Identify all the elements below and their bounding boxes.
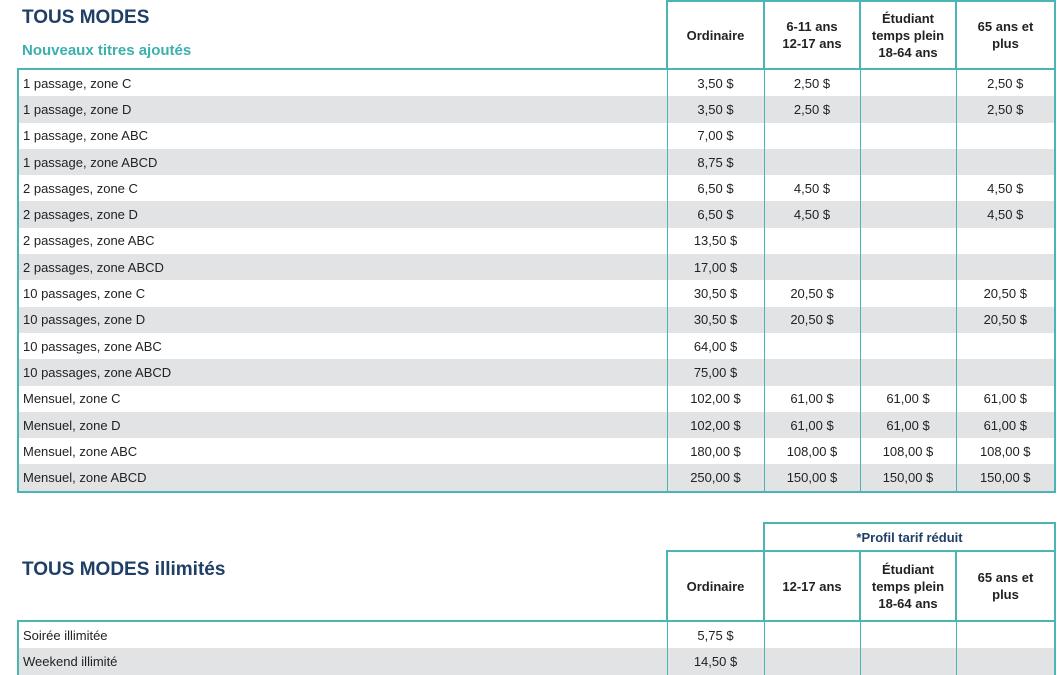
price-cell: 6,50 $ bbox=[667, 175, 764, 201]
price-cell bbox=[956, 149, 1055, 175]
price-cell bbox=[764, 149, 860, 175]
row-label: 1 passage, zone C bbox=[18, 69, 667, 96]
price-cell bbox=[860, 96, 956, 122]
table-row bbox=[18, 464, 1055, 491]
price-cell bbox=[860, 175, 956, 201]
price-cell bbox=[860, 201, 956, 227]
table-row bbox=[18, 254, 1055, 280]
price-cell bbox=[860, 648, 956, 674]
table-row bbox=[18, 123, 1055, 149]
table-subtitle: Nouveaux titres ajoutés bbox=[22, 42, 192, 59]
price-cell: 8,75 $ bbox=[667, 149, 764, 175]
price-cell bbox=[860, 280, 956, 306]
price-cell: 4,50 $ bbox=[764, 175, 860, 201]
price-cell: 7,00 $ bbox=[667, 123, 764, 149]
price-cell: 14,50 $ bbox=[667, 648, 764, 674]
price-cell: 3,50 $ bbox=[667, 96, 764, 122]
price-cell: 2,50 $ bbox=[956, 69, 1055, 96]
col-header: 12-17 ans bbox=[764, 551, 860, 621]
row-label: 2 passages, zone D bbox=[18, 201, 667, 227]
row-label: 2 passages, zone ABC bbox=[18, 228, 667, 254]
price-cell bbox=[860, 359, 956, 385]
col-header: Ordinaire bbox=[667, 551, 764, 621]
price-cell: 61,00 $ bbox=[956, 412, 1055, 438]
price-cell bbox=[956, 123, 1055, 149]
price-cell: 108,00 $ bbox=[764, 438, 860, 464]
row-label: 10 passages, zone C bbox=[18, 280, 667, 306]
table-row bbox=[18, 621, 1055, 648]
row-label: 1 passage, zone ABCD bbox=[18, 149, 667, 175]
table-title: TOUS MODES bbox=[22, 7, 150, 28]
price-cell bbox=[956, 648, 1055, 674]
price-cell: 2,50 $ bbox=[764, 69, 860, 96]
price-cell: 108,00 $ bbox=[860, 438, 956, 464]
price-cell: 102,00 $ bbox=[667, 412, 764, 438]
table-row bbox=[18, 228, 1055, 254]
col-header: 65 ans et plus bbox=[956, 1, 1055, 69]
row-label: 1 passage, zone ABC bbox=[18, 123, 667, 149]
price-cell bbox=[764, 333, 860, 359]
col-header: 65 ans et plus bbox=[956, 551, 1055, 621]
table-row bbox=[18, 149, 1055, 175]
price-cell: 150,00 $ bbox=[956, 464, 1055, 491]
row-label: 10 passages, zone ABC bbox=[18, 333, 667, 359]
table-row bbox=[18, 96, 1055, 122]
price-cell bbox=[764, 228, 860, 254]
table-row bbox=[18, 307, 1055, 333]
price-cell bbox=[956, 333, 1055, 359]
price-cell bbox=[860, 254, 956, 280]
table-title-cell bbox=[18, 551, 667, 621]
table-row bbox=[18, 175, 1055, 201]
table-title: TOUS MODES illimités bbox=[22, 559, 226, 580]
price-cell: 30,50 $ bbox=[667, 280, 764, 306]
price-cell: 102,00 $ bbox=[667, 386, 764, 412]
price-cell: 61,00 $ bbox=[860, 386, 956, 412]
price-cell bbox=[860, 621, 956, 648]
row-label: 1 passage, zone D bbox=[18, 96, 667, 122]
price-cell bbox=[764, 621, 860, 648]
profil-tarif-reduit-label: *Profil tarif réduit bbox=[764, 523, 1055, 551]
price-cell bbox=[860, 228, 956, 254]
table-row bbox=[18, 359, 1055, 385]
col-header: Étudiant temps plein 18-64 ans bbox=[860, 551, 956, 621]
table-row bbox=[18, 333, 1055, 359]
col-header: Ordinaire bbox=[667, 1, 764, 69]
price-cell bbox=[764, 254, 860, 280]
tous-modes-illimites-table bbox=[17, 522, 1056, 675]
price-cell: 17,00 $ bbox=[667, 254, 764, 280]
price-cell bbox=[764, 359, 860, 385]
price-cell: 13,50 $ bbox=[667, 228, 764, 254]
table-row bbox=[18, 412, 1055, 438]
table-row bbox=[18, 648, 1055, 674]
row-label: 2 passages, zone C bbox=[18, 175, 667, 201]
price-cell: 20,50 $ bbox=[956, 280, 1055, 306]
price-cell: 2,50 $ bbox=[956, 96, 1055, 122]
price-cell: 61,00 $ bbox=[860, 412, 956, 438]
table-title-cell bbox=[18, 1, 667, 69]
price-cell: 4,50 $ bbox=[956, 201, 1055, 227]
price-cell bbox=[956, 359, 1055, 385]
row-label: Mensuel, zone ABC bbox=[18, 438, 667, 464]
col-header: 6-11 ans 12-17 ans bbox=[764, 1, 860, 69]
price-cell: 4,50 $ bbox=[956, 175, 1055, 201]
price-cell: 5,75 $ bbox=[667, 621, 764, 648]
price-cell bbox=[860, 69, 956, 96]
price-cell: 20,50 $ bbox=[764, 280, 860, 306]
price-cell bbox=[764, 123, 860, 149]
col-header: Étudiant temps plein 18-64 ans bbox=[860, 1, 956, 69]
price-cell: 2,50 $ bbox=[764, 96, 860, 122]
price-cell: 30,50 $ bbox=[667, 307, 764, 333]
row-label: Mensuel, zone D bbox=[18, 412, 667, 438]
row-label: Mensuel, zone C bbox=[18, 386, 667, 412]
table-row bbox=[18, 280, 1055, 306]
price-cell: 6,50 $ bbox=[667, 201, 764, 227]
price-cell bbox=[956, 621, 1055, 648]
row-label: Mensuel, zone ABCD bbox=[18, 464, 667, 491]
price-cell: 4,50 $ bbox=[764, 201, 860, 227]
price-cell bbox=[860, 333, 956, 359]
row-label: Weekend illimité bbox=[18, 648, 667, 674]
table-row bbox=[18, 69, 1055, 96]
table-row bbox=[18, 201, 1055, 227]
price-cell: 20,50 $ bbox=[764, 307, 860, 333]
price-cell: 150,00 $ bbox=[860, 464, 956, 491]
price-cell bbox=[764, 648, 860, 674]
price-cell: 250,00 $ bbox=[667, 464, 764, 491]
table-row bbox=[18, 386, 1055, 412]
price-cell: 20,50 $ bbox=[956, 307, 1055, 333]
price-cell bbox=[956, 254, 1055, 280]
price-cell: 150,00 $ bbox=[764, 464, 860, 491]
table-row bbox=[18, 438, 1055, 464]
price-cell: 61,00 $ bbox=[956, 386, 1055, 412]
price-cell bbox=[860, 123, 956, 149]
row-label: 10 passages, zone ABCD bbox=[18, 359, 667, 385]
price-cell: 3,50 $ bbox=[667, 69, 764, 96]
price-cell bbox=[860, 149, 956, 175]
price-cell: 64,00 $ bbox=[667, 333, 764, 359]
price-cell: 75,00 $ bbox=[667, 359, 764, 385]
price-cell bbox=[860, 307, 956, 333]
price-cell: 61,00 $ bbox=[764, 412, 860, 438]
price-cell bbox=[956, 228, 1055, 254]
row-label: Soirée illimitée bbox=[18, 621, 667, 648]
price-cell: 180,00 $ bbox=[667, 438, 764, 464]
tous-modes-table bbox=[17, 0, 1056, 493]
row-label: 10 passages, zone D bbox=[18, 307, 667, 333]
row-label: 2 passages, zone ABCD bbox=[18, 254, 667, 280]
price-cell: 61,00 $ bbox=[764, 386, 860, 412]
price-cell: 108,00 $ bbox=[956, 438, 1055, 464]
